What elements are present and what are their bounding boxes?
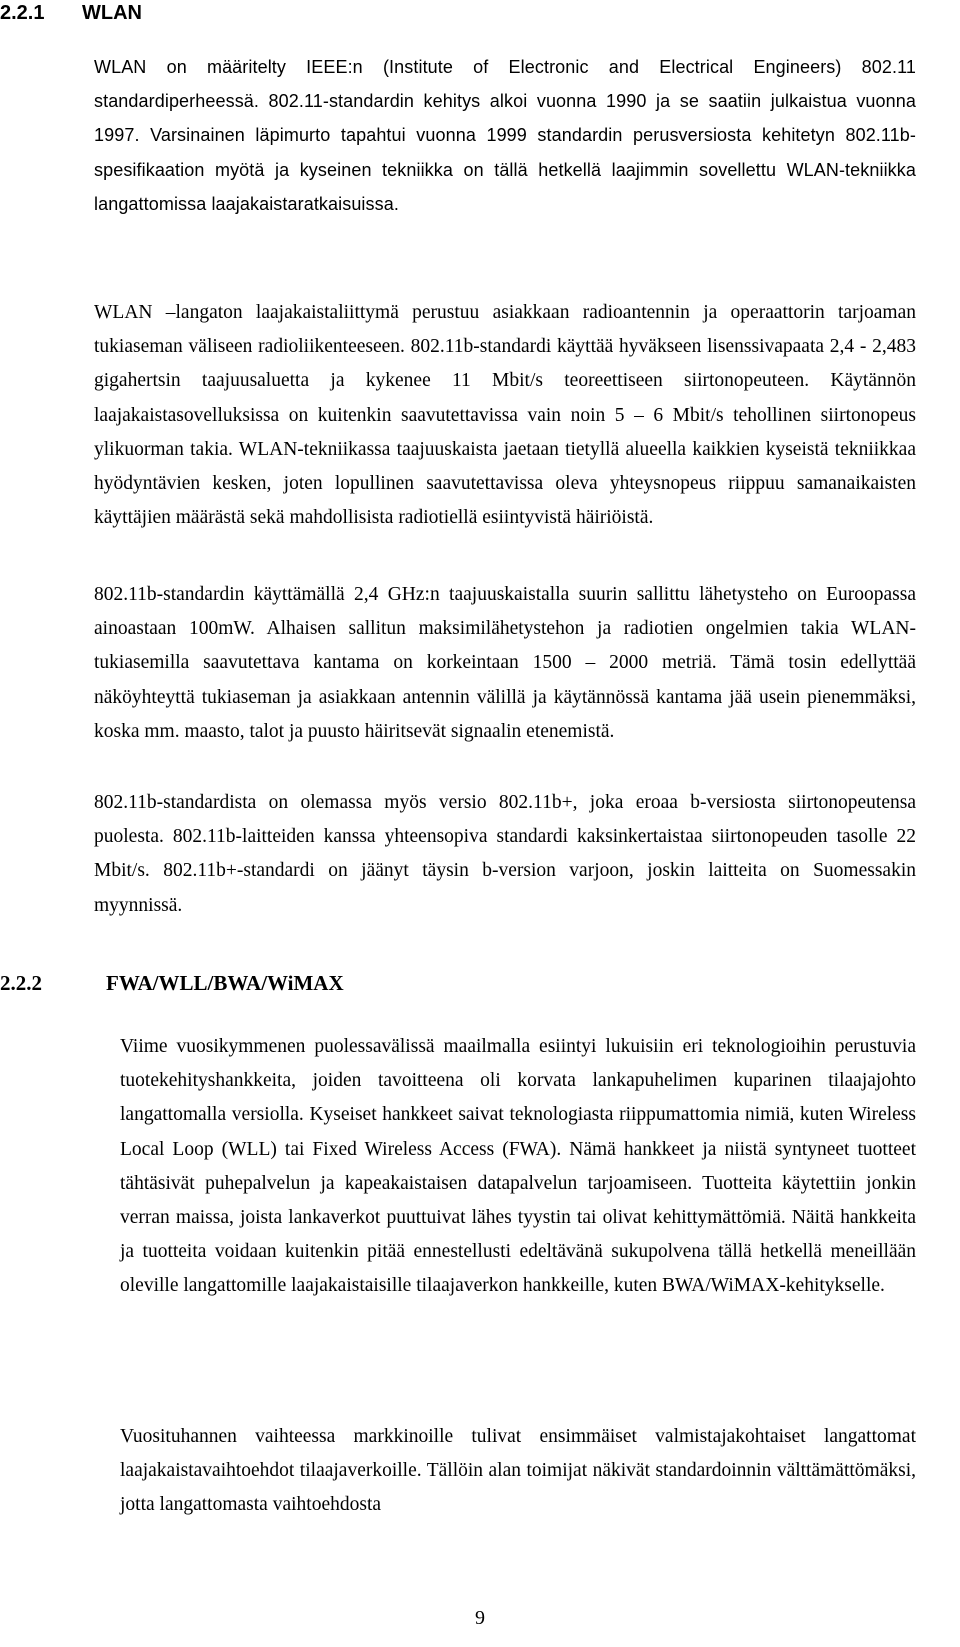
section-number: 2.2.1 bbox=[0, 2, 45, 24]
section-heading-wlan bbox=[0, 0, 142, 26]
paragraph: 802.11b-standardin käyttämällä 2,4 GHz:n taajuuskaistalla suurin sallittu lähetysteho on Euroopassa ainoastaan 100mW. Alhaisen sallitun maksimilähetystehon ja radiotien ongelmien takia WLAN-tukiasemilla saavutettava kantama on korkeintaan 1500 – 2000 metriä. Tämä tosin edellyttää näköyhteyttä tukiaseman ja asiakkaan antennin välillä ja käytännössä kantama jää usein pienemmäksi, koska mm. maasto, talot ja puusto häiritsevät signaalin etenemistä. bbox=[94, 584, 916, 742]
page-number: 9 bbox=[475, 1607, 485, 1629]
section-title: FWA/WLL/BWA/WiMAX bbox=[106, 971, 344, 995]
section-heading-fwa bbox=[0, 970, 344, 996]
paragraph: WLAN on määritelty IEEE:n (Institute of Electronic and Electrical Engineers) 802.11 standardiperheessä. 802.11-standardin kehitys alkoi vuonna 1990 ja se saatiin julkaistua vuonna 1997. Varsinainen läpimurto tapahtui vuonna 1999 standardin perusversiosta kehitetyn 802.11b-spesifikaation myötä ja kyseinen tekniikka on tällä hetkellä laajimmin sovellettu WLAN-tekniikka langattomissa laajakaistaratkaisuissa. bbox=[94, 57, 916, 214]
section-title: WLAN bbox=[82, 2, 142, 24]
paragraph: WLAN –langaton laajakaistaliittymä perustuu asiakkaan radioantennin ja operaattorin tarjoaman tukiaseman väliseen radioliikenteeseen. 802.11b-standardi käyttää hyväkseen lisenssivapaata 2,4 - 2,483 gigahertsin taajuusaluetta ja kykenee 11 Mbit/s teoreettiseen siirtonopeuteen. Käytännön laajakaistasovelluksissa on kuitenkin saavutettavissa vain noin 5 – 6 Mbit/s tehollinen siirtonopeus ylikuorman takia. WLAN-tekniikassa taajuuskaista jaetaan tietyllä alueella kaikkien kyseistä tekniikkaa hyödyntävien kesken, joten lopullinen saavutettavissa oleva yhteysnopeus riippuu samanaikaisten käyttäjien määrästä sekä mahdollisista radiotiellä esiintyvistä häiriöistä. bbox=[94, 302, 916, 529]
paragraph: Vuosituhannen vaihteessa markkinoille tulivat ensimmäiset valmistajakohtaiset langattomat laajakaistavaihtoehdot tilaajaverkoille. Tällöin alan toimijat näkivät standardoinnin välttämättömäksi, jotta langattomasta vaihtoehdosta bbox=[120, 1426, 916, 1516]
paragraph: Viime vuosikymmenen puolessavälissä maailmalla esiintyi lukuisiin eri teknologioihin perustuvia tuotekehityshankkeita, joiden tavoitteena oli korvata lankapuhelimen kuparinen tilaajajohto langattomalla versiolla. Kyseiset hankkeet saivat teknologiasta riippumattomia nimiä, kuten Wireless Local Loop (WLL) tai Fixed Wireless Access (FWA). Nämä hankkeet ja niistä syntyneet tuotteet tähtäsivät puhepalvelun ja kapeakaistaisen datapalvelun tarjoamiseen. Tuotteita käytettiin jonkin verran maissa, joista lankaverkot puuttuivat lähes tyystin tai olivat kehittymättömiä. Näitä hankkeita ja tuotteita voidaan kuitenkin pitää ennestellusti edeltävänä sukupolvena tällä hetkellä meneillään oleville langattomille laajakaistaisille tilaajaverkon hankkeille, kuten BWA/WiMAX-kehitykselle. bbox=[120, 1036, 916, 1297]
paragraph: 802.11b-standardista on olemassa myös versio 802.11b+, joka eroaa b-versiosta siirtonopeutensa puolesta. 802.11b-laitteiden kanssa yhteensopiva standardi kaksinkertaistaa siirtonopeuden tasolle 22 Mbit/s. 802.11b+-standardi on jäänyt täysin b-version varjoon, joskin laitteita on Suomessakin myynnissä. bbox=[94, 792, 916, 916]
section-number: 2.2.2 bbox=[0, 971, 42, 995]
